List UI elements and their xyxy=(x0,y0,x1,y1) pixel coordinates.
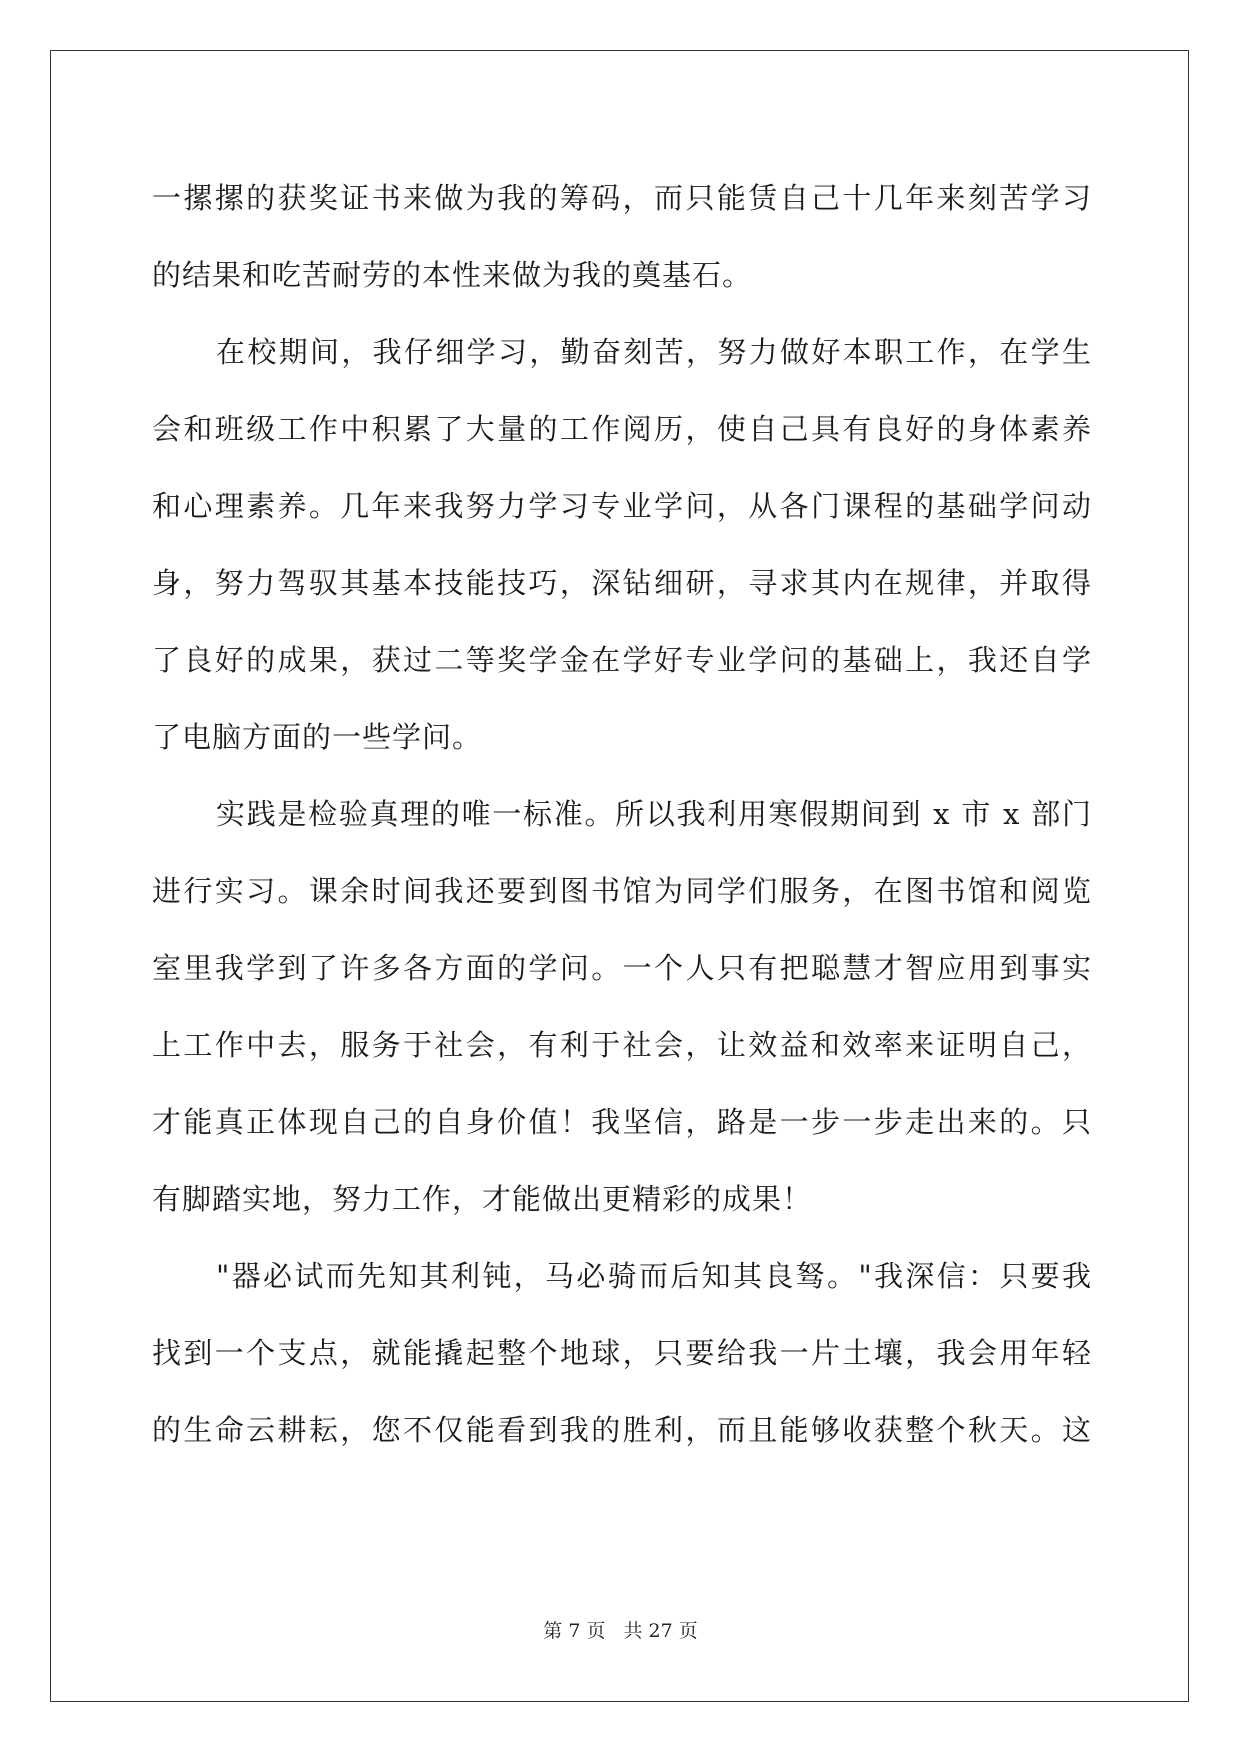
text-line: 才能真正体现自己的自身价值！我坚信，路是一步一步走出来的。只 xyxy=(152,1105,1092,1139)
text-line: 会和班级工作中积累了大量的工作阅历，使自己具有良好的身体素养 xyxy=(152,412,1092,446)
document-body xyxy=(152,160,1092,1469)
text-line: 室里我学到了许多各方面的学问。一个人只有把聪慧才智应用到事实 xyxy=(152,951,1092,985)
text-line: 进行实习。课余时间我还要到图书馆为同学们服务，在图书馆和阅览 xyxy=(152,874,1092,908)
page-number: 第 7 页 xyxy=(543,1620,606,1642)
text-line: 和心理素养。几年来我努力学习专业学问，从各门课程的基础学问动 xyxy=(152,489,1092,523)
text-line: 一摞摞的获奖证书来做为我的筹码，而只能赁自己十几年来刻苦学习 xyxy=(152,181,1092,215)
text-line: 身，努力驾驭其基本技能技巧，深钻细研，寻求其内在规律，并取得 xyxy=(152,566,1092,600)
page-footer xyxy=(0,1616,1241,1643)
page-total: 共 27 页 xyxy=(623,1620,698,1642)
text-line: 的结果和吃苦耐劳的本性来做为我的奠基石。 xyxy=(152,258,753,292)
text-line: 了良好的成果，获过二等奖学金在学好专业学问的基础上，我还自学 xyxy=(152,643,1092,677)
text-line: 上工作中去，服务于社会，有利于社会，让效益和效率来证明自己， xyxy=(152,1028,1092,1062)
text-line: "器必试而先知其利钝，马必骑而后知其良驽。"我深信：只要我 xyxy=(216,1259,1092,1293)
text-line: 了电脑方面的一些学问。 xyxy=(152,720,483,754)
text-line: 实践是检验真理的唯一标准。所以我利用寒假期间到 x 市 x 部门 xyxy=(216,797,1092,831)
text-line: 找到一个支点，就能撬起整个地球，只要给我一片土壤，我会用年轻 xyxy=(152,1336,1092,1370)
text-line: 在校期间，我仔细学习，勤奋刻苦，努力做好本职工作，在学生 xyxy=(216,335,1092,369)
text-line: 的生命云耕耘，您不仅能看到我的胜利，而且能够收获整个秋天。这 xyxy=(152,1413,1092,1447)
text-line: 有脚踏实地，努力工作，才能做出更精彩的成果！ xyxy=(152,1182,813,1216)
